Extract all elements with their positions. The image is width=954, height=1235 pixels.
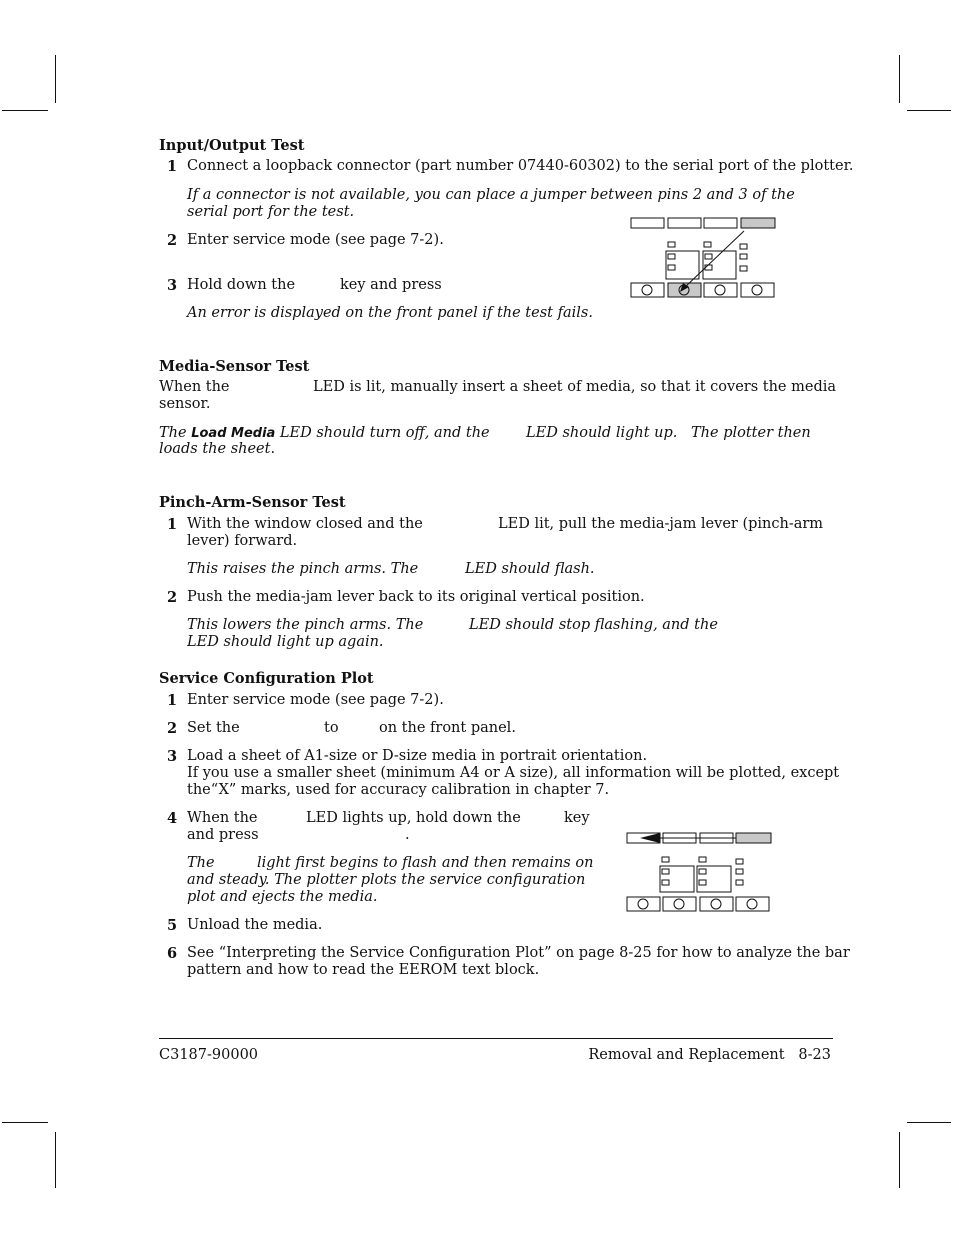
crop-mark-bottom-left-h (2, 1122, 48, 1123)
panel2-window-2 (697, 866, 731, 892)
media-note-a: LED should turn off, and the (279, 425, 490, 441)
panel1-led-3 (740, 244, 747, 249)
config-step3-number: 3 (167, 748, 178, 765)
pinch-step1-note-b: LED should flash. (465, 561, 595, 577)
media-test-heading: Media-Sensor Test (159, 358, 310, 375)
pinch-step2-note-a: This lowers the pinch arms. The (187, 617, 424, 633)
config-step4-line2: and press (187, 827, 259, 843)
config-step4-note-b: light first begins to flash and then remains on (257, 855, 594, 871)
media-note-line2: loads the sheet. (159, 441, 276, 457)
config-step4-note-a: The (187, 855, 215, 871)
config-step5-text: Unload the media. (187, 917, 323, 933)
panel2-led-7 (662, 880, 669, 885)
footer-rule (159, 1038, 833, 1039)
media-note-c: The plotter then (691, 425, 811, 441)
media-p1-b: LED is lit, manually insert a sheet of media, so that it covers the media (313, 379, 837, 395)
media-note-b: LED should light up. (526, 425, 678, 441)
io-step3-text-a: Hold down the (187, 277, 296, 293)
front-panel-diagram-1 (628, 215, 778, 305)
media-note-the: The (159, 425, 187, 441)
config-step4-c: key (564, 810, 590, 826)
config-step6-line2: pattern and how to read the EEROM text block. (187, 962, 540, 978)
pinch-step2-note-b: LED should stop flashing, and the (469, 617, 718, 633)
config-step4-b: LED lights up, hold down the (306, 810, 521, 826)
pinch-step2-note-line2: LED should light up again. (187, 634, 384, 650)
panel2-led-9 (736, 880, 743, 885)
panel2-led-2 (699, 857, 706, 862)
panel1-top-key-3 (704, 218, 737, 228)
config-step1-number: 1 (167, 692, 178, 709)
crop-mark-top-left-v (55, 55, 56, 103)
io-step1-text: Connect a loopback connector (part number 07440-60302) to the serial port of the plotter. (187, 158, 854, 174)
config-step4-note-line3: plot and ejects the media. (187, 889, 378, 905)
crop-mark-top-right-v (899, 55, 900, 103)
config-step3-line2: If you use a smaller sheet (minimum A4 or A size), all information will be plotted, except (187, 765, 840, 781)
pinch-step2-number: 2 (167, 589, 178, 606)
panel1-led-2 (704, 242, 711, 247)
io-step3-note: An error is displayed on the front panel if the test fails. (187, 305, 593, 321)
crop-mark-bottom-right-h (907, 1122, 951, 1123)
io-step1-number: 1 (167, 158, 178, 175)
footer-page-label: Removal and Replacement 8-23 (588, 1047, 831, 1063)
panel2-led-6 (736, 869, 743, 874)
io-step3-text-b: key and press (340, 277, 442, 293)
panel2-top-key-4-highlighted (736, 833, 771, 843)
pinch-step2-text: Push the media-jam lever back to its original vertical position. (187, 589, 645, 605)
config-step1-text: Enter service mode (see page 7-2). (187, 692, 444, 708)
config-step4-a: When the (187, 810, 258, 826)
io-step3-number: 3 (167, 277, 178, 294)
panel1-top-key-4-highlighted (741, 218, 775, 228)
config-step2-number: 2 (167, 720, 178, 737)
crop-mark-top-left-h (2, 110, 48, 111)
config-step3-line3: the“X” marks, used for accuracy calibration in chapter 7. (187, 782, 610, 798)
pinch-step1-a: With the window closed and the (187, 516, 423, 532)
panel2-led-5 (699, 869, 706, 874)
panel2-led-4 (662, 869, 669, 874)
config-step2-a: Set the (187, 720, 240, 736)
panel2-arrow-head (640, 833, 660, 843)
panel2-led-8 (699, 880, 706, 885)
panel2-window-1 (660, 866, 694, 892)
io-step1-note-line2: serial port for the test. (187, 204, 355, 220)
panel2-led-3 (736, 859, 743, 864)
panel2-led-1 (662, 857, 669, 862)
pinch-step1-line2: lever) forward. (187, 533, 298, 549)
config-step2-c: on the front panel. (379, 720, 516, 736)
panel1-led-1 (668, 242, 675, 247)
io-step1-note-line1: If a connector is not available, you can place a jumper between pins 2 and 3 of the (187, 187, 795, 203)
config-step4-dot: . (405, 827, 410, 843)
media-note-load-media: Load Media (191, 426, 276, 441)
config-step3-line1: Load a sheet of A1-size or D-size media in portrait orientation. (187, 748, 648, 764)
config-plot-heading: Service Configuration Plot (159, 670, 374, 687)
panel1-top-key-1 (631, 218, 664, 228)
footer-part-number: C3187-90000 (159, 1047, 259, 1063)
config-step4-number: 4 (167, 810, 178, 827)
panel1-led-6 (740, 254, 747, 259)
media-p1-line2: sensor. (159, 396, 211, 412)
io-step2-number: 2 (167, 232, 178, 249)
config-step5-number: 5 (167, 917, 178, 934)
config-step2-b: to (324, 720, 339, 736)
panel1-led-4 (668, 254, 675, 259)
crop-mark-bottom-right-v (899, 1132, 900, 1188)
io-test-heading: Input/Output Test (159, 137, 305, 154)
config-step6-line1: See “Interpreting the Service Configuration Plot” on page 8-25 for how to analyze the bar (187, 945, 850, 961)
panel1-led-9 (740, 266, 747, 271)
pinch-step1-note-a: This raises the pinch arms. The (187, 561, 419, 577)
config-step6-number: 6 (167, 945, 178, 962)
pinch-test-heading: Pinch-Arm-Sensor Test (159, 494, 346, 511)
panel1-top-key-2 (668, 218, 701, 228)
media-p1-a: When the (159, 379, 230, 395)
media-note-line1 (159, 425, 490, 442)
panel1-led-5 (705, 254, 712, 259)
crop-mark-bottom-left-v (55, 1132, 56, 1188)
panel1-led-7 (668, 265, 675, 270)
config-step4-note-line2: and steady. The plotter plots the service configuration (187, 872, 586, 888)
crop-mark-top-right-h (907, 110, 951, 111)
pinch-step1-b: LED lit, pull the media-jam lever (pinch-arm (498, 516, 824, 532)
io-step2-text: Enter service mode (see page 7-2). (187, 232, 444, 248)
pinch-step1-number: 1 (167, 516, 178, 533)
front-panel-diagram-2 (624, 830, 774, 915)
